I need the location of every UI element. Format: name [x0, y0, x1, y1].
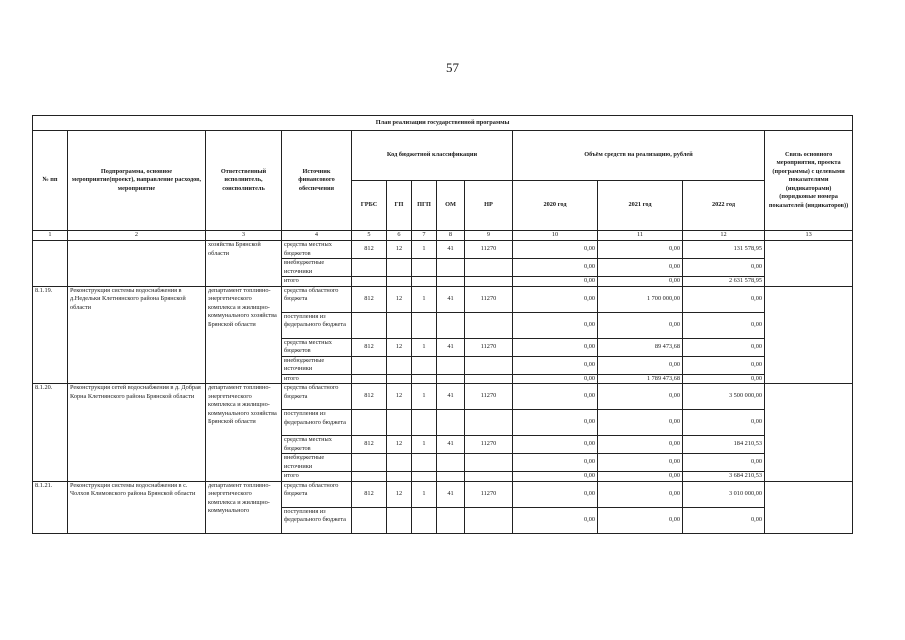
om-cell: 41	[437, 481, 465, 507]
source-cell: внебюджетные источники	[282, 454, 352, 472]
header-source: Источник финансового обеспечения	[282, 131, 352, 231]
table-body	[33, 231, 853, 534]
column-index: 2	[68, 231, 206, 241]
nr-cell	[465, 277, 513, 287]
grbs-cell: 812	[352, 338, 387, 356]
amount-2021: 0,00	[598, 241, 683, 259]
item-name-cell: Реконструкция системы водоснабжения в д.Недельки Клетнянского района Брянской области	[68, 286, 206, 384]
source-cell: поступления из федерального бюджета	[282, 410, 352, 436]
om-cell: 41	[437, 241, 465, 259]
amount-2021: 0,00	[598, 277, 683, 287]
column-index: 10	[513, 231, 598, 241]
amount-2020: 0,00	[513, 356, 598, 374]
item-number-cell: 8.1.19.	[33, 286, 68, 384]
header-name: Подпрограмма, основное мероприятие(проект), направление расходов, мероприятие	[68, 131, 206, 231]
header-pgp: ПГП	[412, 181, 437, 231]
page-number: 57	[446, 60, 459, 75]
column-index: 4	[282, 231, 352, 241]
nr-cell: 11270	[465, 436, 513, 454]
pgp-cell: 1	[412, 241, 437, 259]
source-cell: средства местных бюджетов	[282, 241, 352, 259]
amount-2021: 1 789 473,68	[598, 374, 683, 384]
amount-2022: 0,00	[683, 338, 765, 356]
nr-cell: 11270	[465, 384, 513, 410]
pgp-cell	[412, 454, 437, 472]
gp-cell	[387, 507, 412, 533]
nr-cell: 11270	[465, 338, 513, 356]
gp-cell	[387, 312, 412, 338]
source-cell: поступления из федерального бюджета	[282, 312, 352, 338]
executor-cell: департамент топливно-энергетического комплекса и жилищно-коммунального хозяйства Брянской области	[206, 384, 282, 482]
header-funds: Объём средств на реализацию, рублей	[513, 131, 765, 181]
executor-cell: департамент топливно-энергетического комплекса и жилищно-коммунального хозяйства Брянской области	[206, 286, 282, 384]
source-cell: итого	[282, 277, 352, 287]
pgp-cell: 1	[412, 338, 437, 356]
amount-2021: 0,00	[598, 436, 683, 454]
table-row	[33, 384, 853, 410]
header-2020: 2020 год	[513, 181, 598, 231]
header-om: ОМ	[437, 181, 465, 231]
indicator-link-cell	[765, 286, 853, 384]
item-name-cell: Реконструкция сетей водоснабжения в д. Добрая Корна Клетнянского района Брянской области	[68, 384, 206, 482]
amount-2022: 0,00	[683, 374, 765, 384]
item-name-cell: Реконструкция системы водоснабжения в с. Чолхов Климовского района Брянской области	[68, 481, 206, 533]
executor-cell: хозяйства Брянской области	[206, 241, 282, 287]
table-title: План реализации государственной программы	[33, 116, 853, 131]
pgp-cell	[412, 259, 437, 277]
nr-cell: 11270	[465, 241, 513, 259]
amount-2020: 0,00	[513, 384, 598, 410]
grbs-cell	[352, 472, 387, 482]
om-cell	[437, 454, 465, 472]
grbs-cell	[352, 356, 387, 374]
grbs-cell	[352, 312, 387, 338]
gp-cell: 12	[387, 241, 412, 259]
om-cell	[437, 472, 465, 482]
source-cell: итого	[282, 472, 352, 482]
amount-2021: 89 473,68	[598, 338, 683, 356]
source-cell: средства областного бюджета	[282, 481, 352, 507]
amount-2021: 0,00	[598, 454, 683, 472]
om-cell: 41	[437, 338, 465, 356]
header-link: Связь основного мероприятия, проекта (программы) с целевыми показателями (индикаторами) (порядковые номера показателей (индикаторов))	[765, 131, 853, 231]
nr-cell	[465, 410, 513, 436]
amount-2021: 0,00	[598, 312, 683, 338]
header-gp: ГП	[387, 181, 412, 231]
indicator-link-cell	[765, 384, 853, 482]
header-budget-code: Код бюджетной классификации	[352, 131, 513, 181]
amount-2021: 0,00	[598, 384, 683, 410]
budget-table	[32, 115, 853, 534]
column-index: 8	[437, 231, 465, 241]
column-index: 5	[352, 231, 387, 241]
column-index: 3	[206, 231, 282, 241]
column-index: 12	[683, 231, 765, 241]
om-cell: 41	[437, 286, 465, 312]
pgp-cell	[412, 472, 437, 482]
header-2022: 2022 год	[683, 181, 765, 231]
indicator-link-cell	[765, 481, 853, 533]
grbs-cell	[352, 259, 387, 277]
grbs-cell	[352, 277, 387, 287]
amount-2022: 2 631 578,95	[683, 277, 765, 287]
source-cell: средства областного бюджета	[282, 286, 352, 312]
amount-2020: 0,00	[513, 436, 598, 454]
nr-cell: 11270	[465, 481, 513, 507]
gp-cell	[387, 454, 412, 472]
header-2021: 2021 год	[598, 181, 683, 231]
pgp-cell: 1	[412, 384, 437, 410]
source-cell: итого	[282, 374, 352, 384]
gp-cell	[387, 410, 412, 436]
om-cell	[437, 507, 465, 533]
column-index: 1	[33, 231, 68, 241]
table-row	[33, 481, 853, 507]
source-cell: внебюджетные источники	[282, 356, 352, 374]
column-index: 11	[598, 231, 683, 241]
column-index: 13	[765, 231, 853, 241]
om-cell	[437, 259, 465, 277]
amount-2022: 3 010 000,00	[683, 481, 765, 507]
nr-cell: 11270	[465, 286, 513, 312]
nr-cell	[465, 472, 513, 482]
item-name-cell	[68, 241, 206, 287]
nr-cell	[465, 259, 513, 277]
amount-2021: 0,00	[598, 356, 683, 374]
column-index: 9	[465, 231, 513, 241]
gp-cell	[387, 277, 412, 287]
item-number-cell: 8.1.21.	[33, 481, 68, 533]
grbs-cell: 812	[352, 286, 387, 312]
amount-2022: 0,00	[683, 356, 765, 374]
om-cell	[437, 356, 465, 374]
amount-2022: 0,00	[683, 507, 765, 533]
grbs-cell: 812	[352, 384, 387, 410]
pgp-cell	[412, 374, 437, 384]
header-no: № пп	[33, 131, 68, 231]
source-cell: средства областного бюджета	[282, 384, 352, 410]
pgp-cell: 1	[412, 286, 437, 312]
gp-cell	[387, 374, 412, 384]
gp-cell: 12	[387, 436, 412, 454]
amount-2020: 0,00	[513, 286, 598, 312]
pgp-cell	[412, 277, 437, 287]
grbs-cell: 812	[352, 241, 387, 259]
om-cell: 41	[437, 384, 465, 410]
gp-cell: 12	[387, 481, 412, 507]
amount-2020: 0,00	[513, 454, 598, 472]
pgp-cell	[412, 312, 437, 338]
header-grbs: ГРБС	[352, 181, 387, 231]
grbs-cell	[352, 374, 387, 384]
nr-cell	[465, 454, 513, 472]
gp-cell: 12	[387, 338, 412, 356]
gp-cell: 12	[387, 384, 412, 410]
amount-2020: 0,00	[513, 410, 598, 436]
amount-2022: 184 210,53	[683, 436, 765, 454]
amount-2022: 0,00	[683, 259, 765, 277]
item-number-cell: 8.1.20.	[33, 384, 68, 482]
nr-cell	[465, 312, 513, 338]
amount-2020: 0,00	[513, 259, 598, 277]
amount-2022: 131 578,95	[683, 241, 765, 259]
amount-2020: 0,00	[513, 507, 598, 533]
amount-2020: 0,00	[513, 277, 598, 287]
gp-cell	[387, 259, 412, 277]
amount-2022: 0,00	[683, 286, 765, 312]
amount-2020: 0,00	[513, 481, 598, 507]
grbs-cell	[352, 507, 387, 533]
amount-2020: 0,00	[513, 241, 598, 259]
pgp-cell	[412, 507, 437, 533]
column-index: 7	[412, 231, 437, 241]
amount-2022: 0,00	[683, 410, 765, 436]
amount-2022: 0,00	[683, 312, 765, 338]
om-cell	[437, 277, 465, 287]
om-cell	[437, 312, 465, 338]
nr-cell	[465, 356, 513, 374]
grbs-cell	[352, 454, 387, 472]
item-number-cell	[33, 241, 68, 287]
source-cell: поступления из федерального бюджета	[282, 507, 352, 533]
table-row	[33, 241, 853, 259]
indicator-link-cell	[765, 241, 853, 287]
table-row	[33, 286, 853, 312]
executor-cell: департамент топливно-энергетического комплекса и жилищно-коммунального	[206, 481, 282, 533]
source-cell: средства местных бюджетов	[282, 436, 352, 454]
amount-2021: 0,00	[598, 472, 683, 482]
column-index: 6	[387, 231, 412, 241]
om-cell: 41	[437, 436, 465, 454]
pgp-cell: 1	[412, 481, 437, 507]
nr-cell	[465, 374, 513, 384]
grbs-cell	[352, 410, 387, 436]
source-cell: внебюджетные источники	[282, 259, 352, 277]
amount-2021: 0,00	[598, 507, 683, 533]
om-cell	[437, 410, 465, 436]
amount-2020: 0,00	[513, 338, 598, 356]
amount-2022: 0,00	[683, 454, 765, 472]
column-index-row	[33, 231, 853, 241]
amount-2022: 3 500 000,00	[683, 384, 765, 410]
om-cell	[437, 374, 465, 384]
amount-2021: 1 700 000,00	[598, 286, 683, 312]
amount-2021: 0,00	[598, 481, 683, 507]
amount-2020: 0,00	[513, 472, 598, 482]
amount-2020: 0,00	[513, 374, 598, 384]
gp-cell: 12	[387, 286, 412, 312]
nr-cell	[465, 507, 513, 533]
amount-2022: 3 684 210,53	[683, 472, 765, 482]
pgp-cell	[412, 356, 437, 374]
amount-2020: 0,00	[513, 312, 598, 338]
pgp-cell	[412, 410, 437, 436]
gp-cell	[387, 356, 412, 374]
amount-2021: 0,00	[598, 259, 683, 277]
gp-cell	[387, 472, 412, 482]
header-executor: Ответственный исполнитель, соисполнитель	[206, 131, 282, 231]
pgp-cell: 1	[412, 436, 437, 454]
grbs-cell: 812	[352, 481, 387, 507]
grbs-cell: 812	[352, 436, 387, 454]
source-cell: средства местных бюджетов	[282, 338, 352, 356]
amount-2021: 0,00	[598, 410, 683, 436]
header-nr: НР	[465, 181, 513, 231]
